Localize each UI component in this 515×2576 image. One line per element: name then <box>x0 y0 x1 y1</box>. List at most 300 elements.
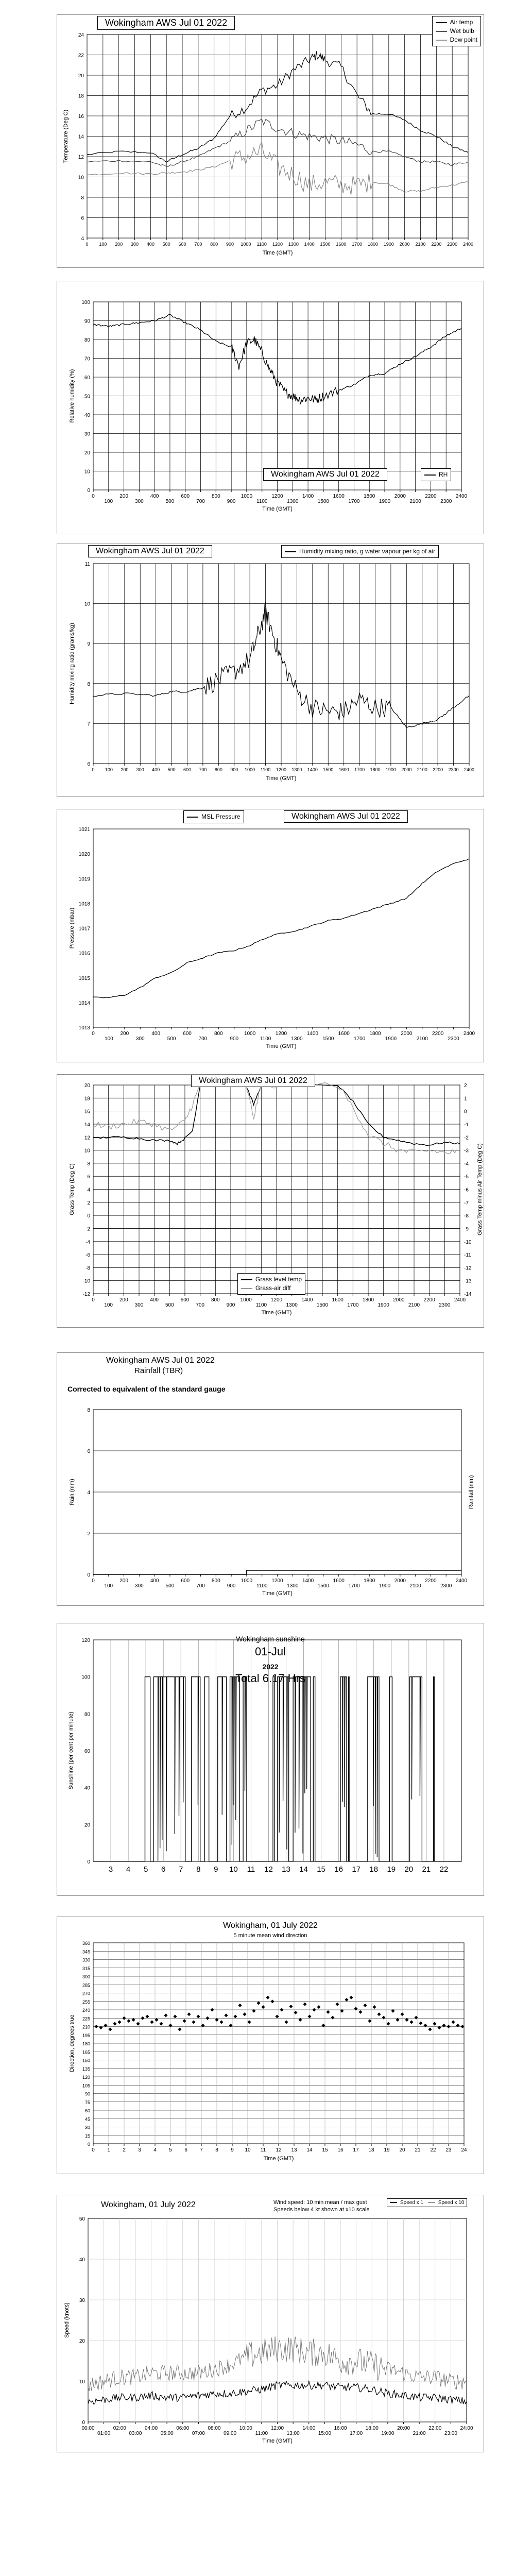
grass-ytick2-label: 0 <box>464 1109 467 1115</box>
speed-xtick-label: 07:00 <box>192 2431 205 2436</box>
rain-xtick-label: 2100 <box>409 1583 421 1589</box>
dir-ytick-label: 360 <box>82 1941 90 1946</box>
sun-ytick-label: 120 <box>81 1638 90 1643</box>
grass-chart-title: Wokingham AWS Jul 01 2022 <box>191 1075 315 1087</box>
rain-xtick-label: 900 <box>227 1583 236 1589</box>
press-chart <box>57 809 485 1063</box>
temp-xtick-label: 1200 <box>272 242 283 247</box>
rain-xtick-label: 1600 <box>333 1578 345 1584</box>
press-xtick-label: 100 <box>105 1036 113 1042</box>
dir-chart <box>57 1917 485 2175</box>
dir-xtick-label: 3 <box>138 2147 141 2153</box>
speed-ytick-label: 50 <box>79 2216 85 2222</box>
rain-yaxis-label: Rain (mm) <box>69 1479 75 1505</box>
grass-xtick-label: 1600 <box>332 1297 344 1303</box>
sun-xtick-label: 15 <box>317 1865 325 1874</box>
dir-xtick-label: 12 <box>276 2147 282 2153</box>
rain-annotation: Corrected to equivalent of the standard gauge <box>67 1385 226 1393</box>
grass-xtick-label: 2200 <box>423 1297 435 1303</box>
grass-ytick2-label: -10 <box>464 1239 472 1245</box>
grass-ytick2-label: -6 <box>464 1187 469 1193</box>
grass-ytick2-label: -13 <box>464 1278 472 1284</box>
rh-xtick-label: 2300 <box>440 499 452 504</box>
press-ytick-label: 1017 <box>78 926 90 932</box>
temp-ytick-label: 16 <box>78 114 84 120</box>
grass-xtick-label: 500 <box>165 1302 174 1308</box>
dir-ytick-label: 180 <box>82 2041 90 2046</box>
rh-xtick-label: 600 <box>181 494 190 499</box>
speed-xtick-label: 04:00 <box>144 2426 158 2431</box>
temp-xtick-label: 2200 <box>431 242 442 247</box>
rh-chart-title: Wokingham AWS Jul 01 2022 <box>263 468 387 481</box>
dir-yaxis-label: Direction, degrees true <box>69 2014 75 2072</box>
press-xtick-label: 2000 <box>401 1031 413 1037</box>
mix-xtick-label: 1000 <box>245 767 255 772</box>
dir-xtick-label: 10 <box>245 2147 251 2153</box>
legend-label-diff: Grass-air diff <box>255 1284 291 1292</box>
press-xtick-label: 1300 <box>291 1036 303 1042</box>
mix-ytick-label: 9 <box>87 641 90 648</box>
legend-swatch-grass <box>241 1279 252 1280</box>
mix-xtick-label: 2000 <box>401 767 412 772</box>
grass-ytick2-label: -3 <box>464 1148 469 1154</box>
grass-ytick2-label: -1 <box>464 1122 469 1128</box>
dir-ytick-label: 300 <box>82 1974 90 1979</box>
press-xtick-label: 1900 <box>385 1036 397 1042</box>
temp-ytick-label: 8 <box>81 195 84 201</box>
mix-xtick-label: 2300 <box>448 767 459 772</box>
grass-ytick-label: -12 <box>82 1292 90 1297</box>
sun-xtick-label: 19 <box>387 1865 396 1874</box>
grass-legend-gl <box>241 1275 302 1284</box>
temp-xtick-label: 600 <box>178 242 186 247</box>
mix-xtick-label: 0 <box>92 767 95 772</box>
temp-plot <box>63 32 473 256</box>
speed-legend-x10 <box>428 2200 465 2206</box>
rain-xtick-label: 1900 <box>379 1583 391 1589</box>
press-legend <box>183 810 244 823</box>
speed-legend <box>387 2198 467 2207</box>
temp-ytick-label: 24 <box>78 32 84 38</box>
rain-xtick-label: 2400 <box>455 1578 468 1584</box>
rain-xtick-label: 1800 <box>364 1578 375 1584</box>
grass-ytick-label: -6 <box>85 1252 90 1259</box>
sun-xtick-label: 22 <box>439 1865 449 1874</box>
press-chart-panel <box>57 809 484 1062</box>
dir-xtick-label: 1 <box>107 2147 110 2153</box>
mix-chart-panel <box>57 544 484 797</box>
rh-ytick-label: 100 <box>81 300 90 306</box>
rain-xtick-label: 200 <box>119 1578 128 1584</box>
dir-ytick-label: 225 <box>82 2016 90 2022</box>
grass-ytick-label: 12 <box>84 1135 90 1141</box>
grass-xtick-label: 2000 <box>393 1297 405 1303</box>
dir-xtick-label: 24 <box>461 2147 467 2153</box>
sun-xtick-label: 13 <box>282 1865 290 1874</box>
dir-xtick-label: 5 <box>169 2147 172 2153</box>
rain-xtick-label: 1100 <box>256 1583 268 1589</box>
grass-xtick-label: 1800 <box>362 1297 374 1303</box>
grass-ytick2-label: -8 <box>464 1213 469 1219</box>
rh-ytick-label: 60 <box>84 375 90 381</box>
rh-chart-panel <box>57 281 484 534</box>
legend-label-wet: Wet bulb <box>450 27 474 35</box>
speed-xtick-label: 17:00 <box>350 2431 363 2436</box>
mix-xtick-label: 1200 <box>276 767 287 772</box>
rh-yaxis-label: Relative humidity (%) <box>69 369 75 423</box>
temp-xtick-label: 2400 <box>462 242 474 247</box>
temp-xtick-label: 900 <box>226 242 234 247</box>
grass-yaxis2-label: Grass Temp minus Air Temp (Deg C) <box>477 1143 483 1235</box>
dir-xtick-label: 9 <box>231 2147 234 2153</box>
speed-chart <box>57 2195 485 2453</box>
mix-xtick-label: 1400 <box>307 767 318 772</box>
sun-xtick-label: 4 <box>126 1865 131 1874</box>
speed-ytick-label: 20 <box>79 2338 85 2344</box>
sun-xtick-label: 3 <box>108 1865 113 1874</box>
dir-ytick-label: 75 <box>84 2099 90 2105</box>
dir-xtick-label: 20 <box>399 2147 405 2153</box>
grass-ytick-label: 8 <box>87 1161 90 1167</box>
press-ytick-label: 1014 <box>78 1000 90 1006</box>
rh-xtick-label: 1500 <box>317 499 329 504</box>
grass-ytick2-label: 2 <box>464 1083 467 1089</box>
mix-xtick-label: 2400 <box>464 767 475 772</box>
sun-xtick-label: 14 <box>299 1865 308 1874</box>
dir-subtitle: 5 minute mean wind direction <box>233 1933 307 1939</box>
speed-xtick-label: 10:00 <box>239 2426 252 2431</box>
rh-xtick-label: 2100 <box>409 499 421 504</box>
press-xtick-label: 200 <box>120 1031 129 1037</box>
rh-xtick-label: 2400 <box>455 494 468 499</box>
rain-xtick-label: 1500 <box>317 1583 329 1589</box>
dir-ytick-label: 0 <box>87 2142 90 2147</box>
speed-xtick-label: 24:00 <box>460 2426 473 2431</box>
rh-xtick-label: 900 <box>227 499 236 504</box>
legend-swatch-dew <box>436 40 447 41</box>
rh-ytick-label: 80 <box>84 337 90 343</box>
grass-ytick-label: 6 <box>87 1174 90 1180</box>
grass-ytick2-label: -5 <box>464 1174 469 1180</box>
rain-xtick-label: 1400 <box>302 1578 314 1584</box>
temp-xtick-label: 1100 <box>256 242 267 247</box>
dir-ytick-label: 345 <box>82 1949 90 1955</box>
speed-xtick-label: 06:00 <box>176 2426 190 2431</box>
rh-xtick-label: 1800 <box>364 494 375 499</box>
speed-xtick-label: 13:00 <box>286 2431 300 2436</box>
dir-xtick-label: 22 <box>430 2147 436 2153</box>
mix-xtick-label: 1100 <box>260 767 271 772</box>
legend-label-grass: Grass level temp <box>255 1276 302 1283</box>
sun-ytick-label: 100 <box>81 1674 90 1681</box>
sun-xtick-label: 6 <box>161 1865 166 1874</box>
speed-ytick-label: 30 <box>79 2298 85 2303</box>
rain-xaxis-label: Time (GMT) <box>262 1590 293 1597</box>
rh-xtick-label: 800 <box>211 494 220 499</box>
dir-chart-panel <box>57 1917 484 2174</box>
grass-chart-panel <box>57 1074 484 1328</box>
press-xtick-label: 1200 <box>275 1031 287 1037</box>
legend-swatch-wet <box>436 31 447 32</box>
speed-yaxis-label: Speed (knots) <box>64 2302 70 2338</box>
press-xtick-label: 700 <box>198 1036 208 1042</box>
rain-xtick-label: 2200 <box>425 1578 437 1584</box>
grass-ytick-label: -4 <box>85 1239 90 1245</box>
grass-xtick-label: 200 <box>119 1297 128 1303</box>
dir-xtick-label: 7 <box>200 2147 203 2153</box>
grass-legend-diff <box>241 1284 302 1293</box>
grass-ytick2-label: -7 <box>464 1200 469 1206</box>
press-ytick-label: 1021 <box>78 827 90 833</box>
legend-swatch-mix <box>285 551 296 552</box>
mix-ytick-label: 11 <box>84 562 90 567</box>
rain-xtick-label: 1200 <box>271 1578 283 1584</box>
rh-ytick-label: 90 <box>84 318 90 325</box>
temp-ytick-label: 4 <box>81 236 84 242</box>
temp-ytick-label: 22 <box>78 53 84 59</box>
speed-plot <box>64 2216 473 2444</box>
sun-ytick-label: 40 <box>84 1785 90 1791</box>
sun-chart-panel <box>57 1623 484 1896</box>
grass-xtick-label: 0 <box>92 1297 95 1303</box>
dir-ytick-label: 90 <box>84 2091 90 2097</box>
temp-xtick-label: 400 <box>146 242 154 247</box>
temp-xtick-label: 2000 <box>399 242 410 247</box>
rain-ytick-label: 6 <box>87 1449 90 1454</box>
mix-xtick-label: 2200 <box>433 767 443 772</box>
press-chart-title: Wokingham AWS Jul 01 2022 <box>284 810 408 823</box>
mix-xtick-label: 100 <box>105 767 113 772</box>
grass-ytick2-label: -14 <box>464 1292 472 1297</box>
press-xaxis-label: Time (GMT) <box>266 1043 297 1049</box>
dir-xtick-label: 23 <box>445 2147 452 2153</box>
dir-xtick-label: 4 <box>153 2147 157 2153</box>
press-xtick-label: 500 <box>167 1036 176 1042</box>
press-legend-item <box>187 812 241 821</box>
rain-xtick-label: 800 <box>211 1578 220 1584</box>
temp-xtick-label: 0 <box>85 242 89 247</box>
dir-ytick-label: 150 <box>82 2058 90 2063</box>
speed-ytick-label: 10 <box>79 2379 85 2385</box>
grass-ytick-label: 16 <box>84 1109 90 1115</box>
temp-chart <box>57 15 485 268</box>
dir-xtick-label: 14 <box>306 2147 313 2153</box>
press-xtick-label: 1000 <box>244 1031 256 1037</box>
legend-label-x10: Speed x 10 <box>438 2200 465 2206</box>
speed-subtitle2: Speeds below 4 kt shown at x10 scale <box>273 2207 370 2213</box>
mix-xtick-label: 900 <box>230 767 238 772</box>
rain-ytick-label: 4 <box>87 1490 90 1496</box>
press-ytick-label: 1018 <box>78 901 90 907</box>
press-xtick-label: 1800 <box>369 1031 381 1037</box>
rh-legend-rh <box>424 470 448 479</box>
grass-xtick-label: 700 <box>196 1302 205 1308</box>
rh-xtick-label: 100 <box>104 499 113 504</box>
dir-ytick-label: 135 <box>82 2066 90 2072</box>
speed-xtick-label: 02:00 <box>113 2426 126 2431</box>
rh-xtick-label: 1000 <box>241 494 253 499</box>
speed-ytick-label: 0 <box>82 2420 85 2426</box>
temp-ytick-label: 20 <box>78 73 84 79</box>
rh-ytick-label: 40 <box>84 413 90 418</box>
grass-xaxis-label: Time (GMT) <box>261 1310 292 1316</box>
dir-ytick-label: 60 <box>84 2108 90 2113</box>
dir-ytick-label: 105 <box>82 2083 90 2089</box>
rain-xtick-label: 2300 <box>440 1583 452 1589</box>
press-xtick-label: 900 <box>230 1036 239 1042</box>
grass-xtick-label: 2100 <box>408 1302 420 1308</box>
rain-xtick-label: 400 <box>150 1578 159 1584</box>
legend-swatch-x1 <box>390 2202 397 2203</box>
grass-ytick-label: 18 <box>84 1096 90 1102</box>
dir-xtick-label: 19 <box>384 2147 390 2153</box>
sun-ytick-label: 0 <box>87 1859 90 1865</box>
temp-legend <box>432 16 481 46</box>
grass-ytick-label: 14 <box>84 1122 90 1128</box>
mix-ytick-label: 7 <box>87 721 90 727</box>
press-ytick-label: 1015 <box>78 975 90 981</box>
speed-xtick-label: 21:00 <box>413 2431 426 2436</box>
mix-xtick-label: 2100 <box>417 767 427 772</box>
press-xtick-label: 1600 <box>338 1031 350 1037</box>
temp-xtick-label: 500 <box>162 242 170 247</box>
dir-title: Wokingham, 01 July 2022 <box>223 1921 318 1930</box>
rh-ytick-label: 10 <box>84 469 90 475</box>
sun-ytick-label: 20 <box>84 1822 90 1828</box>
mix-xtick-label: 300 <box>136 767 144 772</box>
temp-xtick-label: 1000 <box>241 242 251 247</box>
grass-ytick2-label: -2 <box>464 1135 469 1141</box>
temp-xtick-label: 1600 <box>336 242 347 247</box>
mix-xtick-label: 600 <box>183 767 192 772</box>
legend-label-air: Air temp <box>450 19 473 26</box>
speed-chart-panel <box>57 2195 484 2452</box>
rain-xtick-label: 500 <box>165 1583 175 1589</box>
press-xtick-label: 0 <box>92 1031 95 1037</box>
grass-ytick2-label: -12 <box>464 1265 472 1272</box>
rh-xtick-label: 2200 <box>425 494 437 499</box>
sun-xtick-label: 5 <box>143 1865 148 1874</box>
legend-swatch-rh <box>424 474 436 476</box>
rh-xtick-label: 300 <box>135 499 144 504</box>
dir-xtick-label: 6 <box>184 2147 187 2153</box>
grass-ytick-label: 4 <box>87 1187 90 1193</box>
dir-ytick-label: 240 <box>82 2008 90 2013</box>
mix-xtick-label: 400 <box>152 767 160 772</box>
mix-legend-item <box>285 547 435 556</box>
mix-xtick-label: 1900 <box>385 767 396 772</box>
sun-xtick-label: 21 <box>422 1865 431 1874</box>
grass-xtick-label: 1200 <box>270 1297 283 1303</box>
press-ytick-label: 1019 <box>78 876 90 883</box>
sun-title: Wokingham sunshine <box>236 1635 305 1643</box>
speed-xtick-label: 22:00 <box>428 2426 442 2431</box>
mix-chart-title: Wokingham AWS Jul 01 2022 <box>88 545 212 557</box>
grass-ytick-label: 2 <box>87 1200 90 1206</box>
mix-xtick-label: 500 <box>167 767 176 772</box>
temp-legend-wet <box>436 27 477 36</box>
press-xtick-label: 400 <box>151 1031 161 1037</box>
temp-chart-panel <box>57 14 484 268</box>
temp-ytick-label: 10 <box>78 175 84 181</box>
sun-xtick-label: 8 <box>196 1865 201 1874</box>
rh-xtick-label: 1900 <box>379 499 391 504</box>
grass-ytick2-label: -4 <box>464 1161 469 1167</box>
speed-subtitle1: Wind speed: 10 min mean / max gust <box>273 2199 367 2206</box>
sun-total: Total 6.17 Hrs <box>235 1672 305 1685</box>
sun-xtick-label: 20 <box>404 1865 414 1874</box>
temp-xtick-label: 2100 <box>415 242 426 247</box>
rh-xtick-label: 2000 <box>394 494 406 499</box>
dir-ytick-label: 195 <box>82 2032 90 2038</box>
sun-ytick-label: 60 <box>84 1749 90 1754</box>
rain-xtick-label: 0 <box>92 1578 95 1584</box>
dir-plot <box>69 1941 467 2162</box>
press-ytick-label: 1013 <box>78 1025 90 1031</box>
press-xtick-label: 2400 <box>463 1031 475 1037</box>
speed-xtick-label: 23:00 <box>444 2431 457 2436</box>
rain-xtick-label: 1700 <box>348 1583 360 1589</box>
rh-xtick-label: 1400 <box>302 494 314 499</box>
press-ytick-label: 1016 <box>78 951 90 957</box>
grass-yaxis-label: Grass Temp (Deg C) <box>69 1163 75 1215</box>
speed-xaxis-label: Time (GMT) <box>262 2438 293 2444</box>
grass-xtick-label: 1500 <box>316 1302 329 1308</box>
sun-year: 2022 <box>262 1663 279 1671</box>
speed-xtick-label: 03:00 <box>129 2431 142 2436</box>
legend-label-rh: RH <box>439 471 448 478</box>
rain-xtick-label: 2000 <box>394 1578 406 1584</box>
speed-xtick-label: 12:00 <box>270 2426 284 2431</box>
rain-xtick-label: 700 <box>196 1583 205 1589</box>
sun-date: 01-Jul <box>255 1645 286 1658</box>
dir-xtick-label: 17 <box>353 2147 359 2153</box>
mix-xaxis-label: Time (GMT) <box>266 775 297 782</box>
mix-legend <box>281 545 439 558</box>
grass-ytick-label: -10 <box>82 1278 90 1284</box>
press-xtick-label: 1500 <box>322 1036 334 1042</box>
speed-xtick-label: 14:00 <box>302 2426 316 2431</box>
mix-xtick-label: 1500 <box>323 767 334 772</box>
temp-xtick-label: 1400 <box>304 242 315 247</box>
mix-xtick-label: 800 <box>214 767 222 772</box>
legend-swatch-press <box>187 817 198 818</box>
rain-ytick-label: 2 <box>87 1531 90 1537</box>
dir-xtick-label: 13 <box>291 2147 297 2153</box>
temp-ytick-label: 14 <box>78 134 84 140</box>
dir-xtick-label: 8 <box>215 2147 218 2153</box>
dir-ytick-label: 330 <box>82 1957 90 1963</box>
sun-xtick-label: 11 <box>247 1865 255 1874</box>
grass-ytick-label: 0 <box>87 1213 90 1219</box>
rain-chart-panel <box>57 1352 484 1606</box>
rh-xtick-label: 400 <box>150 494 159 499</box>
temp-xtick-label: 1300 <box>288 242 299 247</box>
speed-title: Wokingham, 01 July 2022 <box>101 2200 196 2209</box>
rh-xtick-label: 1100 <box>256 499 268 504</box>
sun-xtick-label: 17 <box>352 1865 361 1874</box>
press-xtick-label: 2200 <box>432 1031 444 1037</box>
grass-xtick-label: 1400 <box>301 1297 313 1303</box>
sun-xtick-label: 9 <box>214 1865 218 1874</box>
temp-yaxis-label: Temperature (Deg C) <box>63 109 69 163</box>
grass-xtick-label: 100 <box>104 1302 113 1308</box>
rh-xtick-label: 700 <box>196 499 205 504</box>
mix-ytick-label: 10 <box>84 601 90 607</box>
dir-ytick-label: 120 <box>82 2075 90 2080</box>
speed-xtick-label: 08:00 <box>208 2426 221 2431</box>
grass-ytick2-label: -9 <box>464 1226 469 1232</box>
